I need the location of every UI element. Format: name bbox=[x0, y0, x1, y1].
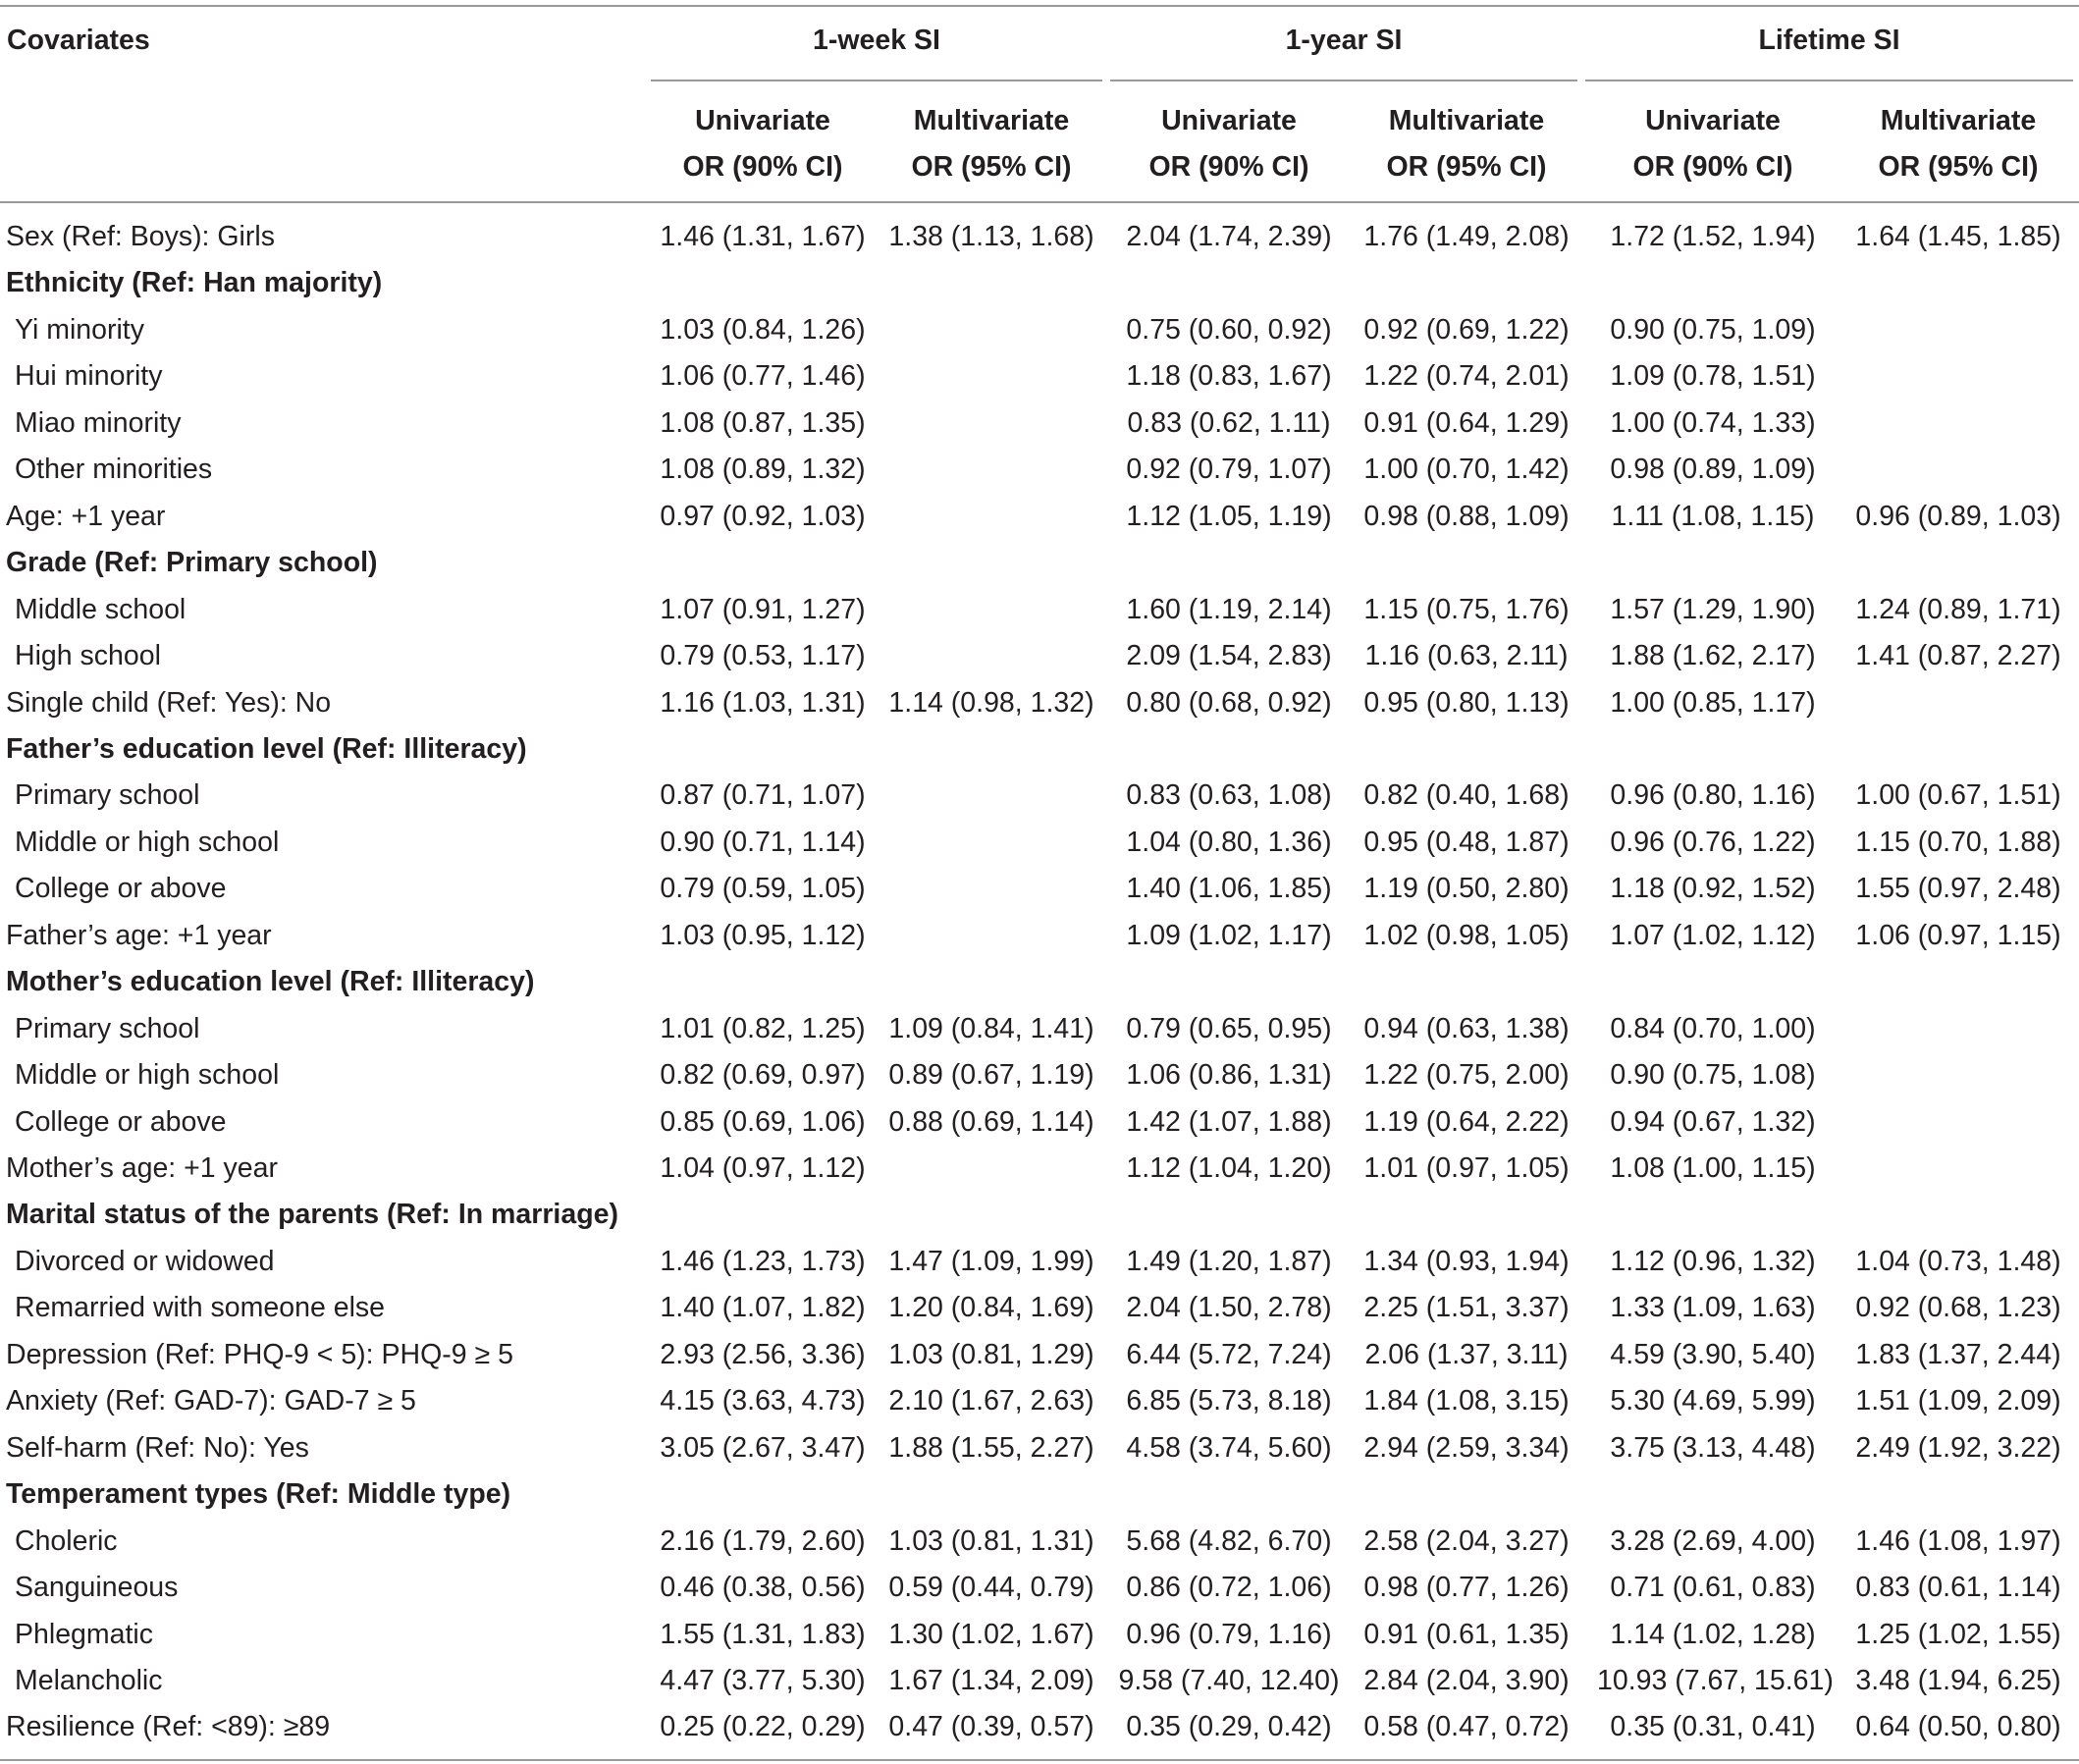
table-cell: 3.75 (3.13, 4.48) bbox=[1610, 1432, 1816, 1464]
table-cell: 0.83 (0.61, 1.14) bbox=[1855, 1572, 2061, 1603]
table-cell: 3.05 (2.67, 3.47) bbox=[660, 1432, 866, 1464]
table-cell: 1.08 (0.87, 1.35) bbox=[660, 407, 866, 439]
table-cell: 1.20 (0.84, 1.69) bbox=[888, 1292, 1094, 1323]
table-cell: 1.47 (1.09, 1.99) bbox=[888, 1246, 1094, 1277]
table-cell: 1.15 (0.70, 1.88) bbox=[1855, 827, 2061, 858]
table-cell: 0.90 (0.71, 1.14) bbox=[660, 827, 866, 858]
row-label: Primary school bbox=[15, 779, 200, 811]
row-label: Other minorities bbox=[15, 454, 213, 485]
header-bottom-rule bbox=[0, 201, 2079, 203]
table-cell: 1.51 (1.09, 2.09) bbox=[1855, 1385, 2061, 1417]
subheader-2-line-2: OR (95% CI) bbox=[911, 151, 1072, 183]
row-label: Age: +1 year bbox=[6, 501, 166, 532]
table-cell: 1.09 (1.02, 1.17) bbox=[1126, 920, 1332, 951]
table-cell: 1.88 (1.62, 2.17) bbox=[1610, 640, 1816, 671]
table-cell: 0.35 (0.31, 0.41) bbox=[1610, 1711, 1816, 1742]
table-cell: 0.90 (0.75, 1.08) bbox=[1610, 1059, 1816, 1091]
table-cell: 0.46 (0.38, 0.56) bbox=[660, 1572, 866, 1603]
table-cell: 1.04 (0.73, 1.48) bbox=[1855, 1246, 2061, 1277]
table-cell: 1.84 (1.08, 3.15) bbox=[1363, 1385, 1570, 1417]
table-cell: 4.15 (3.63, 4.73) bbox=[660, 1385, 866, 1417]
table-cell: 1.88 (1.55, 2.27) bbox=[888, 1432, 1094, 1464]
table-cell: 0.96 (0.76, 1.22) bbox=[1610, 827, 1816, 858]
row-label: Mother’s age: +1 year bbox=[6, 1152, 278, 1184]
table-cell: 0.98 (0.77, 1.26) bbox=[1363, 1572, 1570, 1603]
table-cell: 2.10 (1.67, 2.63) bbox=[888, 1385, 1094, 1417]
table-cell: 1.40 (1.06, 1.85) bbox=[1126, 873, 1332, 904]
table-cell: 1.38 (1.13, 1.68) bbox=[888, 221, 1094, 252]
table-cell: 1.01 (0.82, 1.25) bbox=[660, 1013, 866, 1044]
row-label: Sex (Ref: Boys): Girls bbox=[6, 221, 275, 252]
row-label: Melancholic bbox=[15, 1665, 163, 1696]
table-cell: 0.47 (0.39, 0.57) bbox=[888, 1711, 1094, 1742]
row-label: Ethnicity (Ref: Han majority) bbox=[6, 267, 383, 298]
table-cell: 1.03 (0.95, 1.12) bbox=[660, 920, 866, 951]
row-label: Primary school bbox=[15, 1013, 200, 1044]
row-label: Miao minority bbox=[15, 407, 182, 439]
header-covariates: Covariates bbox=[7, 25, 150, 56]
table-cell: 2.49 (1.92, 3.22) bbox=[1855, 1432, 2061, 1464]
table-cell: 4.59 (3.90, 5.40) bbox=[1610, 1339, 1816, 1370]
table-cell: 2.84 (2.04, 3.90) bbox=[1363, 1665, 1570, 1696]
table-cell: 1.08 (1.00, 1.15) bbox=[1610, 1152, 1816, 1184]
table-cell: 0.83 (0.63, 1.08) bbox=[1126, 779, 1332, 811]
table-cell: 0.92 (0.79, 1.07) bbox=[1126, 454, 1332, 485]
table-cell: 1.15 (0.75, 1.76) bbox=[1363, 594, 1570, 625]
table-cell: 0.90 (0.75, 1.09) bbox=[1610, 314, 1816, 346]
subheader-3-line-2: OR (90% CI) bbox=[1148, 151, 1309, 183]
row-label: Middle or high school bbox=[15, 827, 280, 858]
table-cell: 0.59 (0.44, 0.79) bbox=[888, 1572, 1094, 1603]
row-label: Sanguineous bbox=[15, 1572, 179, 1603]
table-cell: 1.16 (1.03, 1.31) bbox=[660, 687, 866, 719]
table-cell: 0.79 (0.53, 1.17) bbox=[660, 640, 866, 671]
row-label: Middle or high school bbox=[15, 1059, 280, 1091]
table-cell: 1.60 (1.19, 2.14) bbox=[1126, 594, 1332, 625]
row-label: Choleric bbox=[15, 1525, 118, 1557]
row-label: Anxiety (Ref: GAD-7): GAD-7 ≥ 5 bbox=[6, 1385, 416, 1417]
table-cell: 0.64 (0.50, 0.80) bbox=[1855, 1711, 2061, 1742]
table-cell: 5.68 (4.82, 6.70) bbox=[1126, 1525, 1332, 1557]
table-cell: 1.06 (0.86, 1.31) bbox=[1126, 1059, 1332, 1091]
table-cell: 0.96 (0.80, 1.16) bbox=[1610, 779, 1816, 811]
table-cell: 1.83 (1.37, 2.44) bbox=[1855, 1339, 2061, 1370]
table-cell: 0.94 (0.63, 1.38) bbox=[1363, 1013, 1570, 1044]
table-cell: 1.49 (1.20, 1.87) bbox=[1126, 1246, 1332, 1277]
table-cell: 1.46 (1.31, 1.67) bbox=[660, 221, 866, 252]
row-label: Resilience (Ref: <89): ≥89 bbox=[6, 1711, 331, 1742]
row-label: Grade (Ref: Primary school) bbox=[6, 547, 378, 578]
table-cell: 0.82 (0.40, 1.68) bbox=[1363, 779, 1570, 811]
table-cell: 1.22 (0.74, 2.01) bbox=[1363, 360, 1570, 392]
table-cell: 3.28 (2.69, 4.00) bbox=[1610, 1525, 1816, 1557]
table-cell: 1.40 (1.07, 1.82) bbox=[660, 1292, 866, 1323]
table-cell: 1.04 (0.97, 1.12) bbox=[660, 1152, 866, 1184]
table-cell: 0.25 (0.22, 0.29) bbox=[660, 1711, 866, 1742]
row-label: Middle school bbox=[15, 594, 187, 625]
table-cell: 0.58 (0.47, 0.72) bbox=[1363, 1711, 1570, 1742]
table-cell: 2.58 (2.04, 3.27) bbox=[1363, 1525, 1570, 1557]
table-cell: 1.03 (0.81, 1.31) bbox=[888, 1525, 1094, 1557]
table-cell: 1.00 (0.70, 1.42) bbox=[1363, 454, 1570, 485]
table-cell: 0.86 (0.72, 1.06) bbox=[1126, 1572, 1332, 1603]
table-cell: 0.85 (0.69, 1.06) bbox=[660, 1106, 866, 1138]
table-cell: 1.46 (1.08, 1.97) bbox=[1855, 1525, 2061, 1557]
table-cell: 1.72 (1.52, 1.94) bbox=[1610, 221, 1816, 252]
table-cell: 0.92 (0.69, 1.22) bbox=[1363, 314, 1570, 346]
subheader-5-line-2: OR (90% CI) bbox=[1632, 151, 1793, 183]
table-cell: 2.09 (1.54, 2.83) bbox=[1126, 640, 1332, 671]
table-cell: 2.04 (1.74, 2.39) bbox=[1126, 221, 1332, 252]
table-cell: 0.79 (0.65, 0.95) bbox=[1126, 1013, 1332, 1044]
table-cell: 0.94 (0.67, 1.32) bbox=[1610, 1106, 1816, 1138]
table-cell: 1.14 (1.02, 1.28) bbox=[1610, 1619, 1816, 1650]
group-rule-1week bbox=[651, 80, 1102, 81]
table-cell: 1.18 (0.92, 1.52) bbox=[1610, 873, 1816, 904]
row-label: Father’s age: +1 year bbox=[6, 920, 272, 951]
table-cell: 0.87 (0.71, 1.07) bbox=[660, 779, 866, 811]
row-label: Marital status of the parents (Ref: In marriage) bbox=[6, 1199, 618, 1230]
table-cell: 1.30 (1.02, 1.67) bbox=[888, 1619, 1094, 1650]
table-cell: 0.98 (0.89, 1.09) bbox=[1610, 454, 1816, 485]
table-cell: 9.58 (7.40, 12.40) bbox=[1118, 1665, 1340, 1696]
table-cell: 0.97 (0.92, 1.03) bbox=[660, 501, 866, 532]
table-cell: 0.79 (0.59, 1.05) bbox=[660, 873, 866, 904]
header-group-1year: 1-year SI bbox=[1285, 25, 1403, 56]
table-cell: 1.12 (1.05, 1.19) bbox=[1126, 501, 1332, 532]
table-cell: 1.34 (0.93, 1.94) bbox=[1363, 1246, 1570, 1277]
table-cell: 1.06 (0.77, 1.46) bbox=[660, 360, 866, 392]
table-cell: 1.46 (1.23, 1.73) bbox=[660, 1246, 866, 1277]
row-label: Single child (Ref: Yes): No bbox=[6, 687, 332, 719]
row-label: Mother’s education level (Ref: Illiteracy) bbox=[6, 966, 535, 997]
table-cell: 4.58 (3.74, 5.60) bbox=[1126, 1432, 1332, 1464]
table-cell: 0.91 (0.61, 1.35) bbox=[1363, 1619, 1570, 1650]
row-label: Depression (Ref: PHQ-9 < 5): PHQ-9 ≥ 5 bbox=[6, 1339, 513, 1370]
table-cell: 4.47 (3.77, 5.30) bbox=[660, 1665, 866, 1696]
table-cell: 0.98 (0.88, 1.09) bbox=[1363, 501, 1570, 532]
table-cell: 1.07 (0.91, 1.27) bbox=[660, 594, 866, 625]
subheader-6-line-1: Multivariate bbox=[1880, 105, 2037, 136]
group-rule-lifetime bbox=[1585, 80, 2073, 81]
row-label: Remarried with someone else bbox=[15, 1292, 385, 1323]
table-cell: 1.07 (1.02, 1.12) bbox=[1610, 920, 1816, 951]
table-cell: 1.14 (0.98, 1.32) bbox=[888, 687, 1094, 719]
row-label: Temperament types (Ref: Middle type) bbox=[6, 1478, 511, 1510]
subheader-3-line-1: Univariate bbox=[1161, 105, 1297, 136]
table-cell: 10.93 (7.67, 15.61) bbox=[1597, 1665, 1834, 1696]
table-cell: 1.33 (1.09, 1.63) bbox=[1610, 1292, 1816, 1323]
subheader-6-line-2: OR (95% CI) bbox=[1878, 151, 2039, 183]
table-cell: 1.11 (1.08, 1.15) bbox=[1611, 501, 1815, 532]
row-label: Divorced or widowed bbox=[15, 1246, 275, 1277]
table-cell: 1.09 (0.84, 1.41) bbox=[888, 1013, 1094, 1044]
table-cell: 0.92 (0.68, 1.23) bbox=[1855, 1292, 2061, 1323]
table-cell: 2.06 (1.37, 3.11) bbox=[1364, 1339, 1569, 1370]
table-cell: 1.00 (0.85, 1.17) bbox=[1610, 687, 1816, 719]
row-label: High school bbox=[15, 640, 161, 671]
subheader-5-line-1: Univariate bbox=[1645, 105, 1781, 136]
table-cell: 0.83 (0.62, 1.11) bbox=[1127, 407, 1331, 439]
table-cell: 0.95 (0.80, 1.13) bbox=[1363, 687, 1570, 719]
row-label: Self-harm (Ref: No): Yes bbox=[6, 1432, 309, 1464]
table-cell: 2.04 (1.50, 2.78) bbox=[1126, 1292, 1332, 1323]
bottom-rule bbox=[0, 1759, 2079, 1761]
row-label: College or above bbox=[15, 873, 227, 904]
table-cell: 1.12 (0.96, 1.32) bbox=[1610, 1246, 1816, 1277]
row-label: Phlegmatic bbox=[15, 1619, 153, 1650]
table-cell: 0.89 (0.67, 1.19) bbox=[888, 1059, 1094, 1091]
table-cell: 1.02 (0.98, 1.05) bbox=[1363, 920, 1570, 951]
table-cell: 1.24 (0.89, 1.71) bbox=[1855, 594, 2061, 625]
table-cell: 1.03 (0.81, 1.29) bbox=[888, 1339, 1094, 1370]
table-cell: 0.91 (0.64, 1.29) bbox=[1363, 407, 1570, 439]
table-cell: 2.25 (1.51, 3.37) bbox=[1363, 1292, 1570, 1323]
table-cell: 1.55 (1.31, 1.83) bbox=[660, 1619, 866, 1650]
table-cell: 1.19 (0.64, 2.22) bbox=[1363, 1106, 1570, 1138]
table-cell: 0.80 (0.68, 0.92) bbox=[1126, 687, 1332, 719]
subheader-4-line-2: OR (95% CI) bbox=[1386, 151, 1547, 183]
group-rule-1year bbox=[1110, 80, 1577, 81]
table-cell: 1.42 (1.07, 1.88) bbox=[1126, 1106, 1332, 1138]
table-cell: 0.75 (0.60, 0.92) bbox=[1126, 314, 1332, 346]
table-cell: 6.85 (5.73, 8.18) bbox=[1126, 1385, 1332, 1417]
table-cell: 0.88 (0.69, 1.14) bbox=[888, 1106, 1094, 1138]
table-cell: 1.09 (0.78, 1.51) bbox=[1610, 360, 1816, 392]
row-label: College or above bbox=[15, 1106, 227, 1138]
table-cell: 1.08 (0.89, 1.32) bbox=[660, 454, 866, 485]
table-cell: 0.96 (0.89, 1.03) bbox=[1855, 501, 2061, 532]
table-cell: 1.03 (0.84, 1.26) bbox=[660, 314, 866, 346]
subheader-1-line-2: OR (90% CI) bbox=[682, 151, 843, 183]
row-label: Yi minority bbox=[15, 314, 144, 346]
table-cell: 1.57 (1.29, 1.90) bbox=[1610, 594, 1816, 625]
table-cell: 1.00 (0.74, 1.33) bbox=[1610, 407, 1816, 439]
table-cell: 2.93 (2.56, 3.36) bbox=[660, 1339, 866, 1370]
table-cell: 2.16 (1.79, 2.60) bbox=[660, 1525, 866, 1557]
table-cell: 0.84 (0.70, 1.00) bbox=[1610, 1013, 1816, 1044]
table-cell: 1.22 (0.75, 2.00) bbox=[1363, 1059, 1570, 1091]
table-cell: 1.55 (0.97, 2.48) bbox=[1855, 873, 2061, 904]
table-cell: 0.35 (0.29, 0.42) bbox=[1126, 1711, 1332, 1742]
table-cell: 0.82 (0.69, 0.97) bbox=[660, 1059, 866, 1091]
table-cell: 0.71 (0.61, 0.83) bbox=[1610, 1572, 1816, 1603]
table-cell: 1.18 (0.83, 1.67) bbox=[1126, 360, 1332, 392]
table-cell: 1.00 (0.67, 1.51) bbox=[1855, 779, 2061, 811]
table-cell: 1.12 (1.04, 1.20) bbox=[1126, 1152, 1332, 1184]
table-cell: 1.41 (0.87, 2.27) bbox=[1855, 640, 2061, 671]
header-group-lifetime: Lifetime SI bbox=[1758, 25, 1900, 56]
table-cell: 6.44 (5.72, 7.24) bbox=[1126, 1339, 1332, 1370]
table-cell: 5.30 (4.69, 5.99) bbox=[1610, 1385, 1816, 1417]
header-group-1week: 1-week SI bbox=[813, 25, 940, 56]
table-cell: 1.25 (1.02, 1.55) bbox=[1855, 1619, 2061, 1650]
table-cell: 1.06 (0.97, 1.15) bbox=[1855, 920, 2061, 951]
subheader-2-line-1: Multivariate bbox=[913, 105, 1070, 136]
table-cell: 1.04 (0.80, 1.36) bbox=[1126, 827, 1332, 858]
table-cell: 1.64 (1.45, 1.85) bbox=[1855, 221, 2061, 252]
row-label: Hui minority bbox=[15, 360, 163, 392]
table-cell: 1.19 (0.50, 2.80) bbox=[1363, 873, 1570, 904]
table-cell: 0.95 (0.48, 1.87) bbox=[1363, 827, 1570, 858]
table-cell: 0.96 (0.79, 1.16) bbox=[1126, 1619, 1332, 1650]
table-cell: 1.16 (0.63, 2.11) bbox=[1364, 640, 1569, 671]
table-cell: 1.76 (1.49, 2.08) bbox=[1363, 221, 1570, 252]
table-cell: 2.94 (2.59, 3.34) bbox=[1363, 1432, 1570, 1464]
table-cell: 1.01 (0.97, 1.05) bbox=[1363, 1152, 1570, 1184]
row-label: Father’s education level (Ref: Illiteracy) bbox=[6, 733, 527, 765]
table-cell: 3.48 (1.94, 6.25) bbox=[1855, 1665, 2061, 1696]
table-cell: 1.67 (1.34, 2.09) bbox=[888, 1665, 1094, 1696]
subheader-4-line-1: Multivariate bbox=[1388, 105, 1545, 136]
top-rule bbox=[0, 5, 2079, 7]
subheader-1-line-1: Univariate bbox=[695, 105, 830, 136]
